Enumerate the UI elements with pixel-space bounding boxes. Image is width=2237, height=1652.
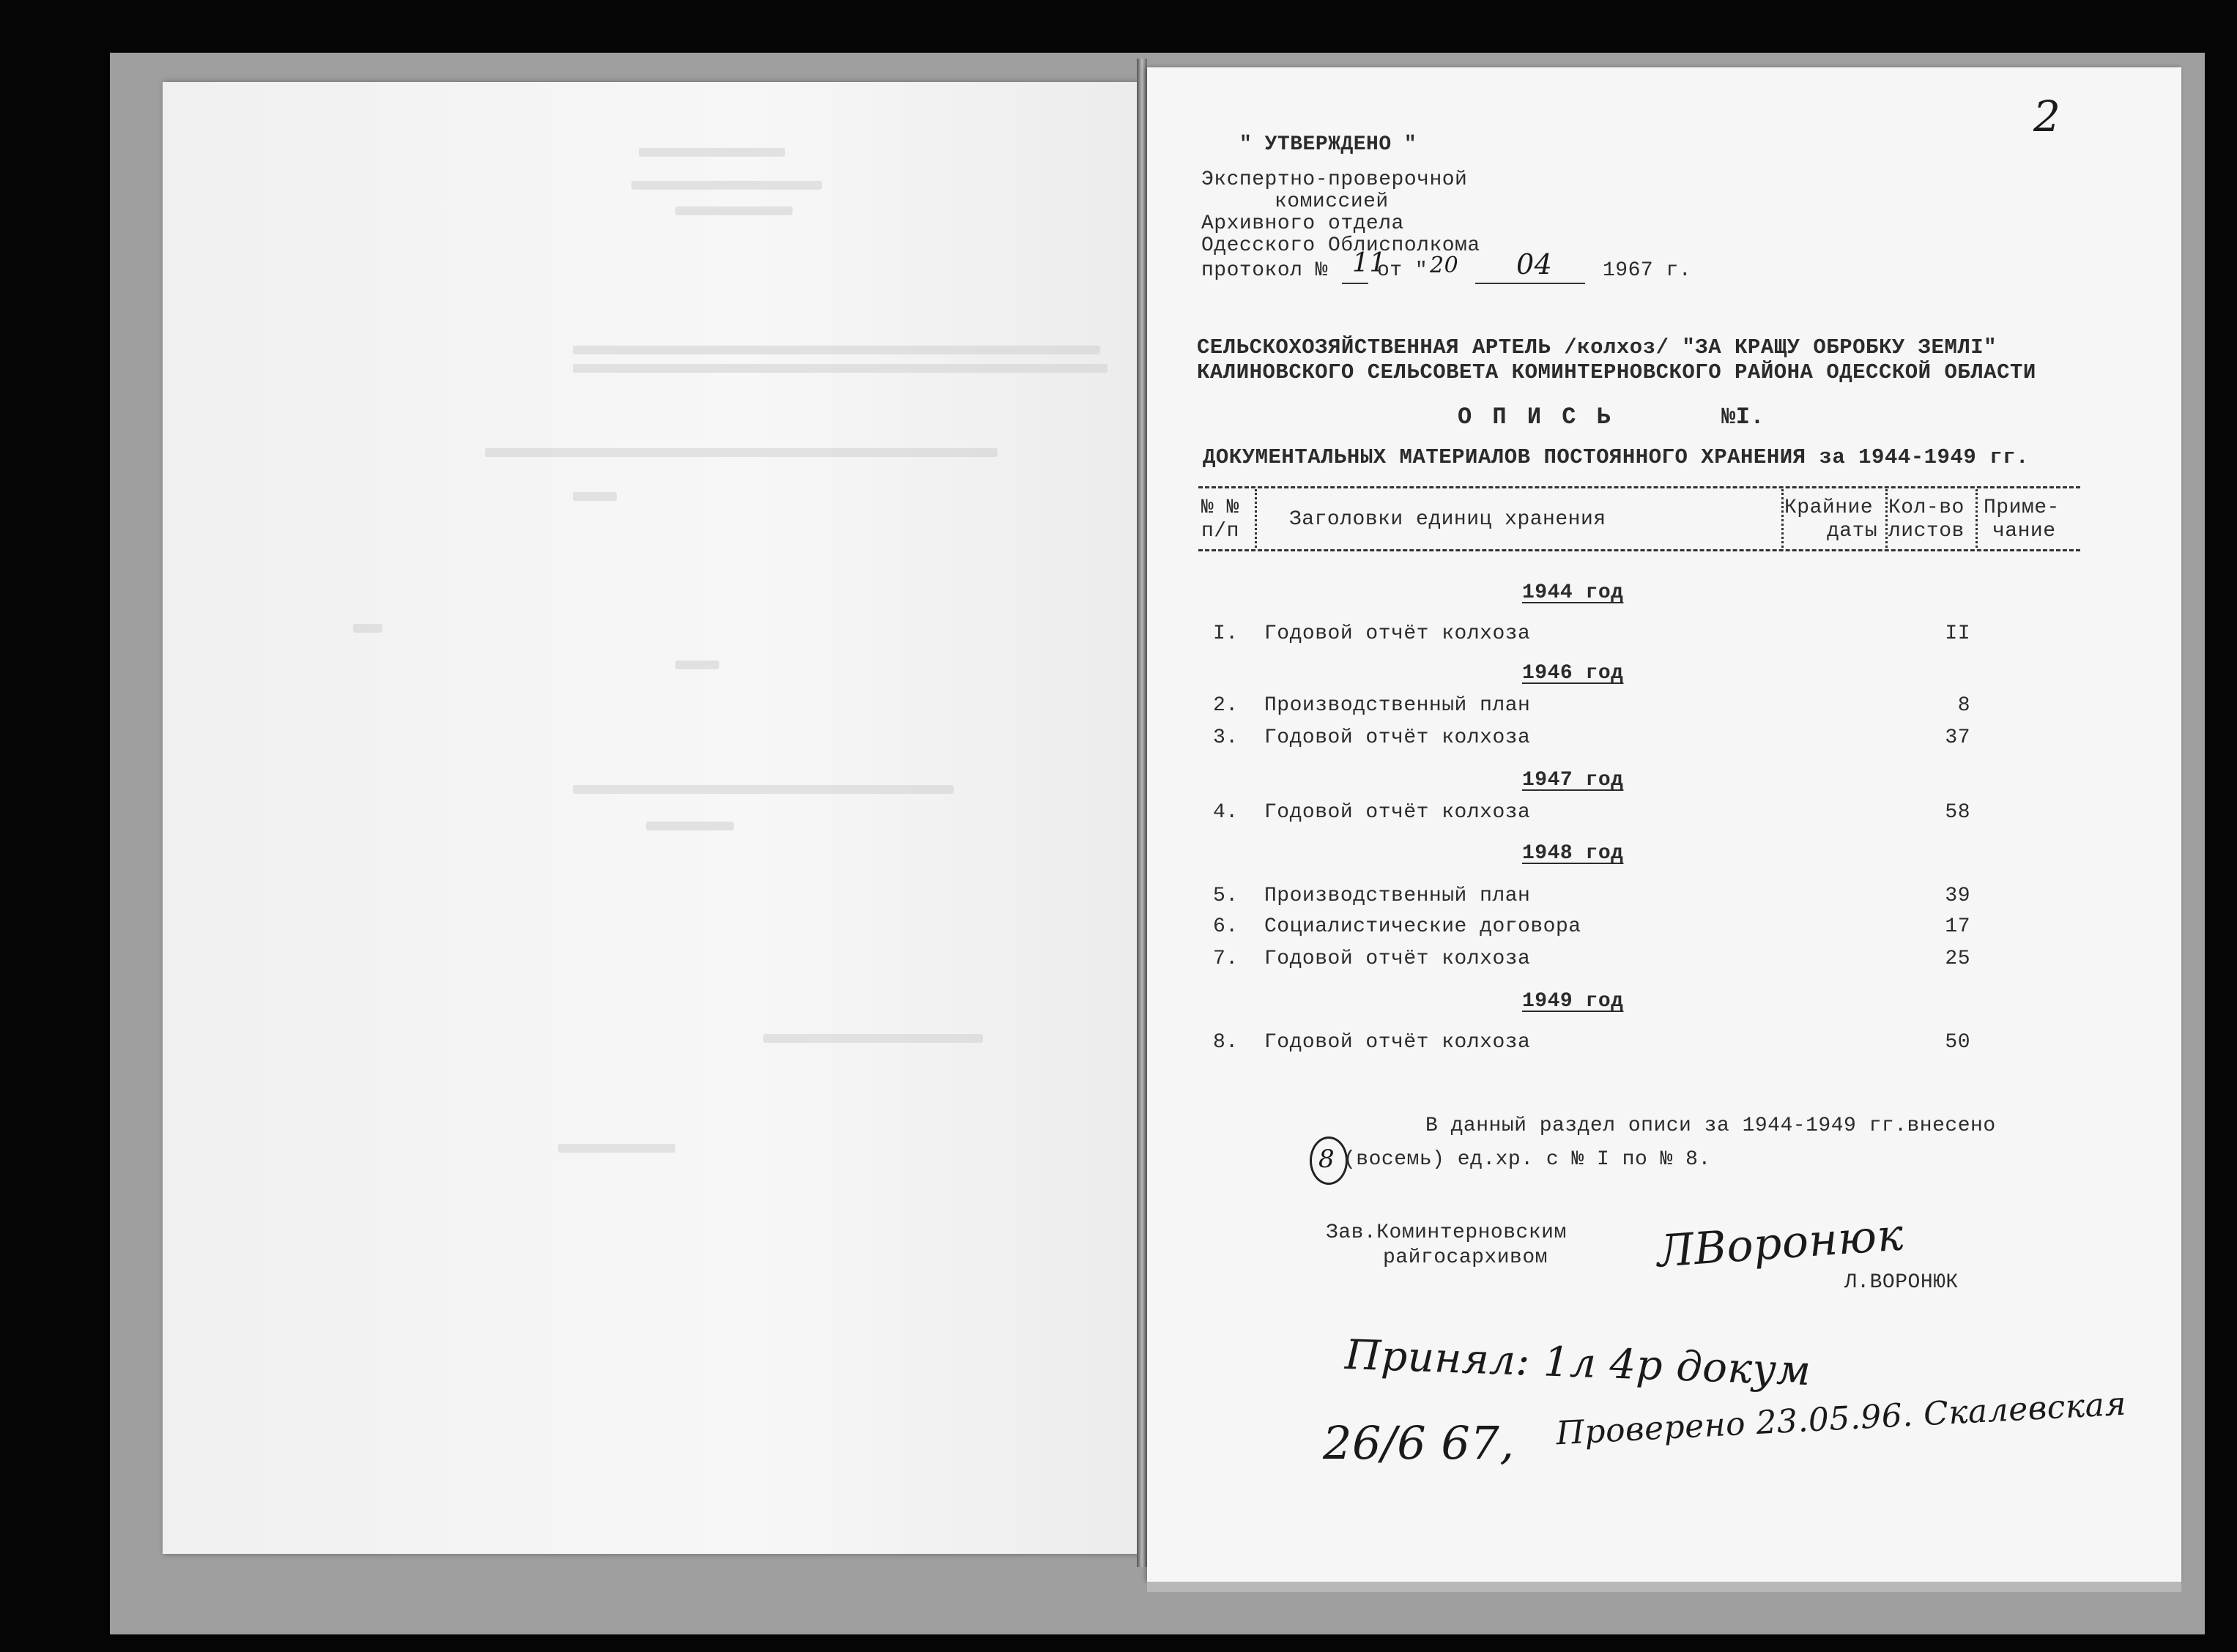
header-num-bottom: п/п	[1201, 520, 1239, 543]
approval-line: Архивного отдела	[1201, 212, 1404, 235]
row-number: 4.	[1213, 801, 1239, 824]
page-edge	[1147, 1582, 2181, 1592]
year-heading: 1949 год	[1522, 990, 1624, 1013]
approval-title: " УТВЕРЖДЕНО "	[1239, 133, 1417, 156]
summary-line-1: В данный раздел описи за 1944-1949 гг.внесено	[1425, 1115, 1996, 1137]
header-dates-top: Крайние	[1784, 496, 1874, 519]
protocol-from: от "	[1377, 259, 1428, 282]
approval-line: Одесского Облисполкома	[1201, 234, 1480, 257]
row-title: Годовой отчёт колхоза	[1264, 1031, 1531, 1054]
row-number: 8.	[1213, 1031, 1239, 1054]
handwritten-date: 26/6 67,	[1323, 1416, 1515, 1470]
protocol-month: 04	[1516, 248, 1553, 280]
table-col-divider	[1781, 489, 1784, 548]
protocol-day: 20	[1430, 253, 1459, 278]
header-note-bottom: чание	[1992, 520, 2056, 543]
row-sheets: 37	[1945, 726, 1970, 749]
org-line-2: КАЛИНОВСКОГО СЕЛЬСОВЕТА КОМИНТЕРНОВСКОГО РАЙОНА ОДЕССКОЙ ОБЛАСТИ	[1197, 360, 2036, 384]
year-heading: 1944 год	[1522, 581, 1624, 604]
protocol-month-underline	[1475, 283, 1585, 284]
protocol-year: 1967 г.	[1603, 259, 1692, 282]
table-header-bottom-rule	[1198, 549, 2080, 551]
table-col-divider	[1976, 489, 1978, 548]
table-header-top-rule	[1198, 486, 2080, 488]
row-sheets: 39	[1945, 885, 1970, 907]
header-dates-bottom: даты	[1827, 520, 1878, 543]
row-number: I.	[1213, 622, 1239, 645]
row-title: Годовой отчёт колхоза	[1264, 622, 1531, 645]
book-spine	[1137, 59, 1147, 1567]
protocol-prefix: протокол №	[1201, 259, 1329, 282]
year-heading: 1947 год	[1522, 769, 1624, 792]
approval-line: комиссией	[1275, 190, 1389, 213]
handwritten-accepted: Принял: 1л 4р докум	[1344, 1331, 1812, 1396]
signatory-name: Л.ВОРОНЮК	[1844, 1271, 1959, 1294]
row-sheets: 58	[1945, 801, 1970, 824]
inventory-subtitle: ДОКУМЕНТАЛЬНЫХ МАТЕРИАЛОВ ПОСТОЯННОГО ХРАНЕНИЯ за 1944-1949 гг.	[1203, 445, 2029, 469]
inventory-number: №I.	[1721, 403, 1765, 431]
row-title: Годовой отчёт колхоза	[1264, 801, 1531, 824]
row-number: 3.	[1213, 726, 1239, 749]
header-headings: Заголовки единиц хранения	[1289, 508, 1606, 531]
protocol-number: 11	[1352, 248, 1387, 278]
table-col-divider	[1255, 489, 1257, 548]
row-title: Годовой отчёт колхоза	[1264, 726, 1531, 749]
row-number: 5.	[1213, 885, 1239, 907]
summary-line-2: (восемь) ед.хр. с № I по № 8.	[1343, 1148, 1711, 1171]
row-sheets: 25	[1945, 948, 1970, 970]
approval-line: Экспертно-проверочной	[1201, 168, 1468, 191]
left-page-blank	[163, 82, 1137, 1554]
inventory-title: О П И С Ь	[1458, 403, 1611, 431]
org-line-1: СЕЛЬСКОХОЗЯЙСТВЕННАЯ АРТЕЛЬ /колхоз/ "ЗА КРАЩУ ОБРОБКУ ЗЕМЛІ"	[1197, 335, 1997, 360]
row-number: 2.	[1213, 694, 1239, 717]
row-title: Производственный план	[1264, 885, 1531, 907]
row-sheets: 8	[1957, 694, 1970, 717]
year-heading: 1948 год	[1522, 842, 1624, 865]
row-sheets: 50	[1945, 1031, 1970, 1054]
signatory-position: райгосархивом	[1383, 1246, 1548, 1269]
header-count-bottom: листов	[1888, 520, 1965, 543]
row-number: 7.	[1213, 948, 1239, 970]
table-col-divider	[1885, 489, 1888, 548]
signature-autograph: ЛВоронюк	[1655, 1209, 1906, 1278]
year-heading: 1946 год	[1522, 662, 1624, 685]
header-note-top: Приме-	[1984, 496, 2060, 519]
header-num-top: № №	[1201, 496, 1239, 519]
row-title: Производственный план	[1264, 694, 1531, 717]
row-title: Годовой отчёт колхоза	[1264, 948, 1531, 970]
header-count-top: Кол-во	[1888, 496, 1965, 519]
summary-count: 8	[1318, 1145, 1335, 1174]
signatory-position: Зав.Коминтерновским	[1326, 1221, 1567, 1244]
show-through-bleed	[163, 82, 1137, 1554]
page-number: 2	[2033, 92, 2061, 141]
handwritten-verified: Проверено 23.05.96. Скалевская	[1555, 1385, 2128, 1453]
row-sheets: 17	[1945, 915, 1970, 938]
row-sheets: II	[1945, 622, 1970, 645]
row-number: 6.	[1213, 915, 1239, 938]
row-title: Социалистические договора	[1264, 915, 1581, 938]
protocol-number-underline	[1342, 283, 1368, 284]
